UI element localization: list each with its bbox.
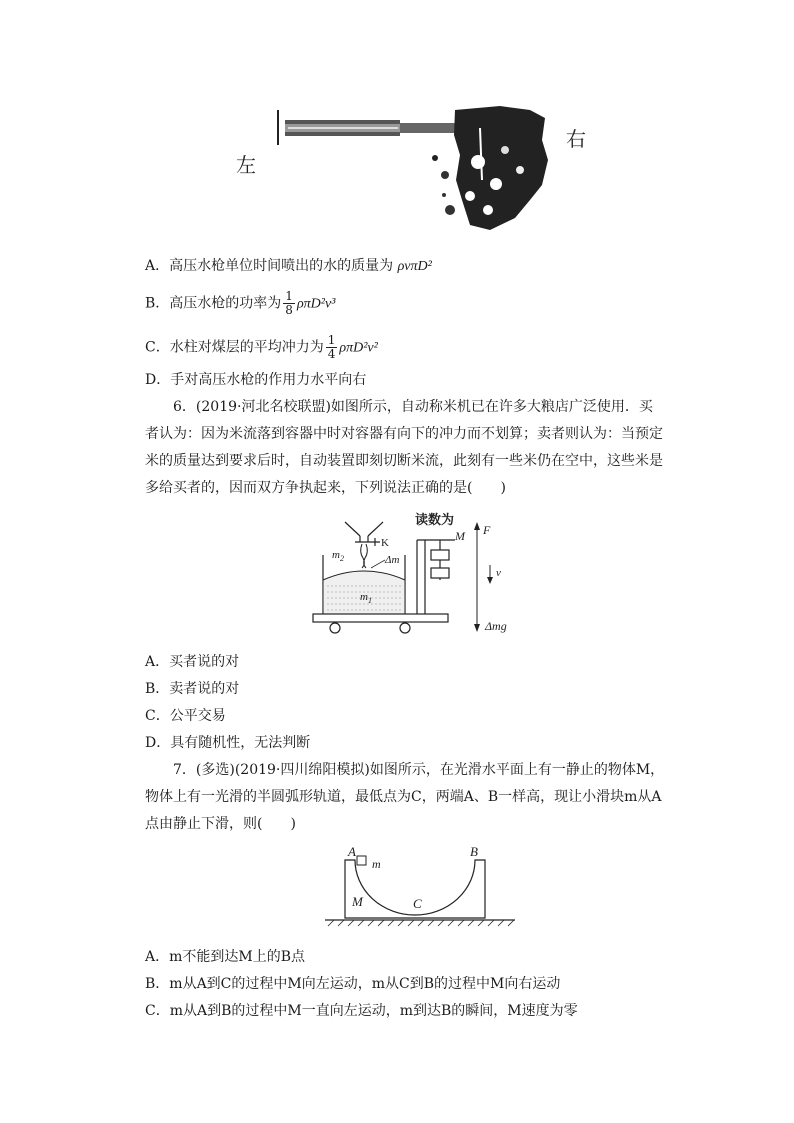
q7-option-a: A．m不能到达M上的B点 (145, 949, 306, 965)
reading-label: 读数为 (415, 513, 455, 528)
delta-mg-label: Δmg (485, 619, 507, 633)
m2-label: $m_2$ (332, 549, 344, 563)
q5-option-d: D．手对高压水枪的作用力水平向右 (145, 372, 367, 388)
q5-option-b: B．高压水枪的功率为 $\frac{1}{8}$ ρπD²v³ (145, 289, 336, 317)
valve-label: K (381, 537, 389, 549)
rice-scale-figure (305, 510, 545, 640)
delta-m-label: Δm (385, 554, 400, 566)
point-a-label: A (348, 844, 356, 859)
q6-option-c: C．公平交易 (145, 708, 226, 724)
M-label: M (455, 529, 465, 543)
m1-label: $m_1$ (360, 591, 372, 605)
q7-option-c: C．m从A到B的过程中M一直向左运动，m到达B的瞬间，M速度为零 (145, 1003, 578, 1019)
q6-option-a: A．买者说的对 (145, 654, 240, 670)
q7-stem: 7．(多选)(2019·四川绵阳模拟)如图所示，在光滑水平面上有一静止的物体M，物体上有一光滑的半圆弧形轨道，最低点为C，两端A、B一样高，现让小滑块m从A点由静止下滑，则( ) (145, 762, 665, 832)
F-label: F (483, 523, 491, 537)
m-label: m (372, 857, 381, 871)
q7-option-b: B．m从A到C的过程中M向左运动，m从C到B的过程中M向右运动 (145, 976, 561, 992)
right-label: 右 (566, 129, 586, 151)
water-gun-figure (230, 100, 610, 240)
q6-stem: 6．(2019·河北名校联盟)如图所示，自动称米机已在许多大粮店广泛使用．买者认为：因为米流落到容器中时对容器有向下的冲力而不划算；卖者则认为：当预定米的质量达到要求后时，自动装置即刻切断米流，此刻有一些米仍在空中，这些米是多给买者的，因而双方争执起来，下列说法正确的是( ) (145, 399, 663, 496)
half-circle-track-figure (320, 842, 520, 932)
q6-option-b: B．卖者说的对 (145, 681, 240, 697)
q5-option-c: C．水柱对煤层的平均冲力为 $\frac{1}{4}$ ρπD²v² (145, 333, 378, 361)
q6-option-d: D．具有随机性，无法判断 (145, 735, 311, 751)
point-b-label: B (470, 844, 478, 859)
v-label: v (496, 567, 501, 579)
M-block-label: M (352, 894, 363, 909)
left-label: 左 (236, 155, 256, 177)
q5-option-a: A．高压水枪单位时间喷出的水的质量为 ρvπD² (145, 258, 432, 274)
point-c-label: C (413, 896, 422, 911)
